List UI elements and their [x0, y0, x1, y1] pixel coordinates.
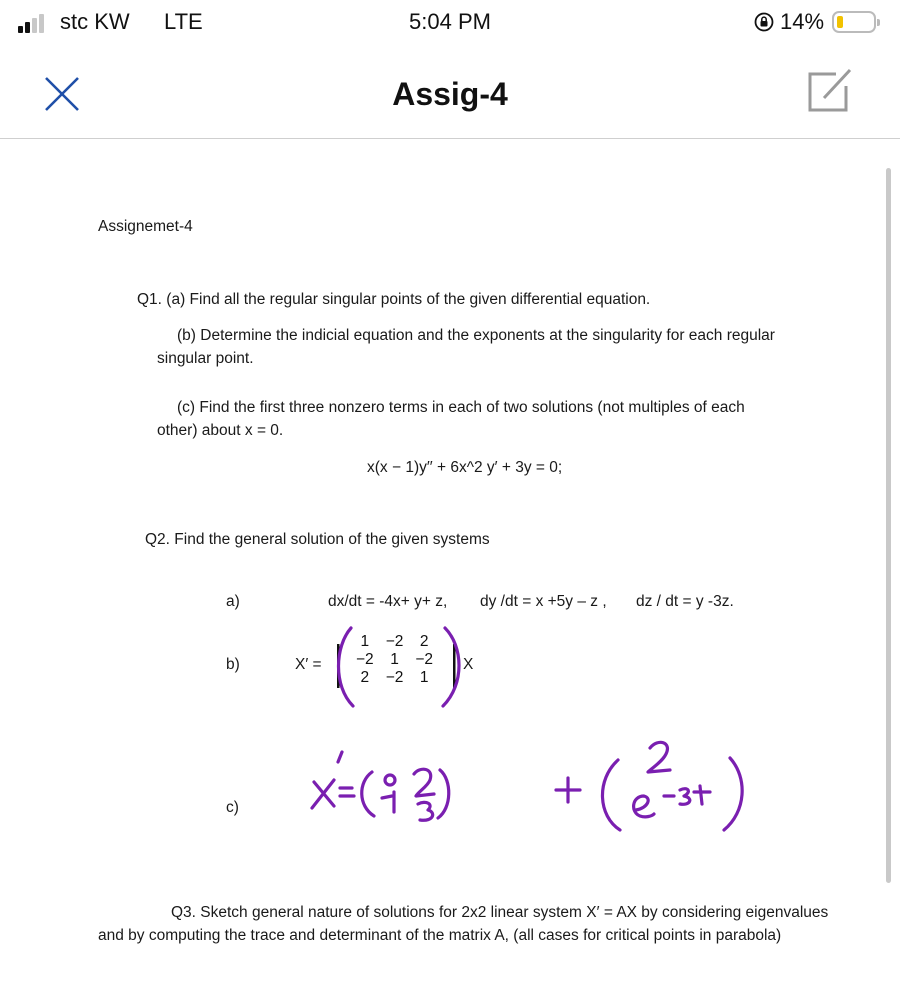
orientation-lock-icon	[754, 12, 774, 32]
battery-percent: 14%	[780, 9, 825, 34]
q2-b-label: b)	[226, 656, 240, 673]
q2-a-eq2: dy /dt = x +5y – z ,	[480, 593, 607, 610]
q1-part-b-line1: (b) Determine the indicial equation and the exponents at the singularity for each regular	[177, 327, 775, 344]
q1-part-c-line1: (c) Find the first three nonzero terms in each of two solutions (not multiples of each	[177, 399, 745, 416]
q1-equation: x(x − 1)y′′ + 6x^2 y′ + 3y = 0;	[367, 459, 563, 476]
page-title: Assig-4	[392, 76, 508, 112]
battery-icon	[832, 11, 876, 33]
matrix-cell: 1	[360, 633, 370, 650]
q2-text: Q2. Find the general solution of the given systems	[145, 531, 490, 548]
matrix-row	[350, 651, 439, 669]
matrix-cell: 2	[419, 633, 429, 650]
matrix-cell: −2	[385, 669, 404, 686]
scrollbar[interactable]	[886, 168, 891, 883]
matrix-row	[350, 633, 439, 651]
matrix-cell: 2	[360, 669, 370, 686]
matrix-cell: −2	[385, 633, 404, 650]
q2-b-lhs: X′ =	[295, 656, 322, 673]
q2-c-label: c)	[226, 799, 239, 816]
nav-divider	[0, 138, 900, 139]
status-time: 5:04 PM	[409, 9, 491, 34]
matrix-cell: −2	[356, 651, 374, 668]
q3-line1: Q3. Sketch general nature of solutions for 2x2 linear system X′ = AX by considering eigenvalues	[171, 904, 829, 921]
q1-part-b-line2: singular point.	[157, 350, 254, 367]
matrix-row	[350, 669, 439, 687]
q2-a-eq3: dz / dt = y -3z.	[636, 593, 734, 610]
q2-a-label: a)	[226, 593, 240, 610]
edit-button[interactable]	[804, 66, 854, 116]
handwritten-annotation	[300, 730, 770, 840]
network-type: LTE	[164, 9, 203, 34]
q2-b-rhs: X	[463, 656, 474, 673]
q1-part-a: Q1. (a) Find all the regular singular points of the given differential equation.	[137, 291, 651, 308]
matrix-cell: 1	[419, 669, 429, 686]
matrix-cell: −2	[415, 651, 434, 668]
carrier-name: stc KW	[60, 9, 130, 34]
edit-icon	[804, 66, 854, 116]
q1-part-c-line2: other) about x = 0.	[157, 422, 284, 439]
matrix-cell: 1	[390, 651, 399, 668]
document-heading: Assignemet-4	[98, 218, 193, 235]
q3-line2: and by computing the trace and determinant of the matrix A, (all cases for critical points in parabola)	[98, 927, 782, 944]
q2-b-matrix	[350, 633, 439, 687]
q2-a-eq1: dx/dt = -4x+ y+ z,	[328, 593, 448, 610]
